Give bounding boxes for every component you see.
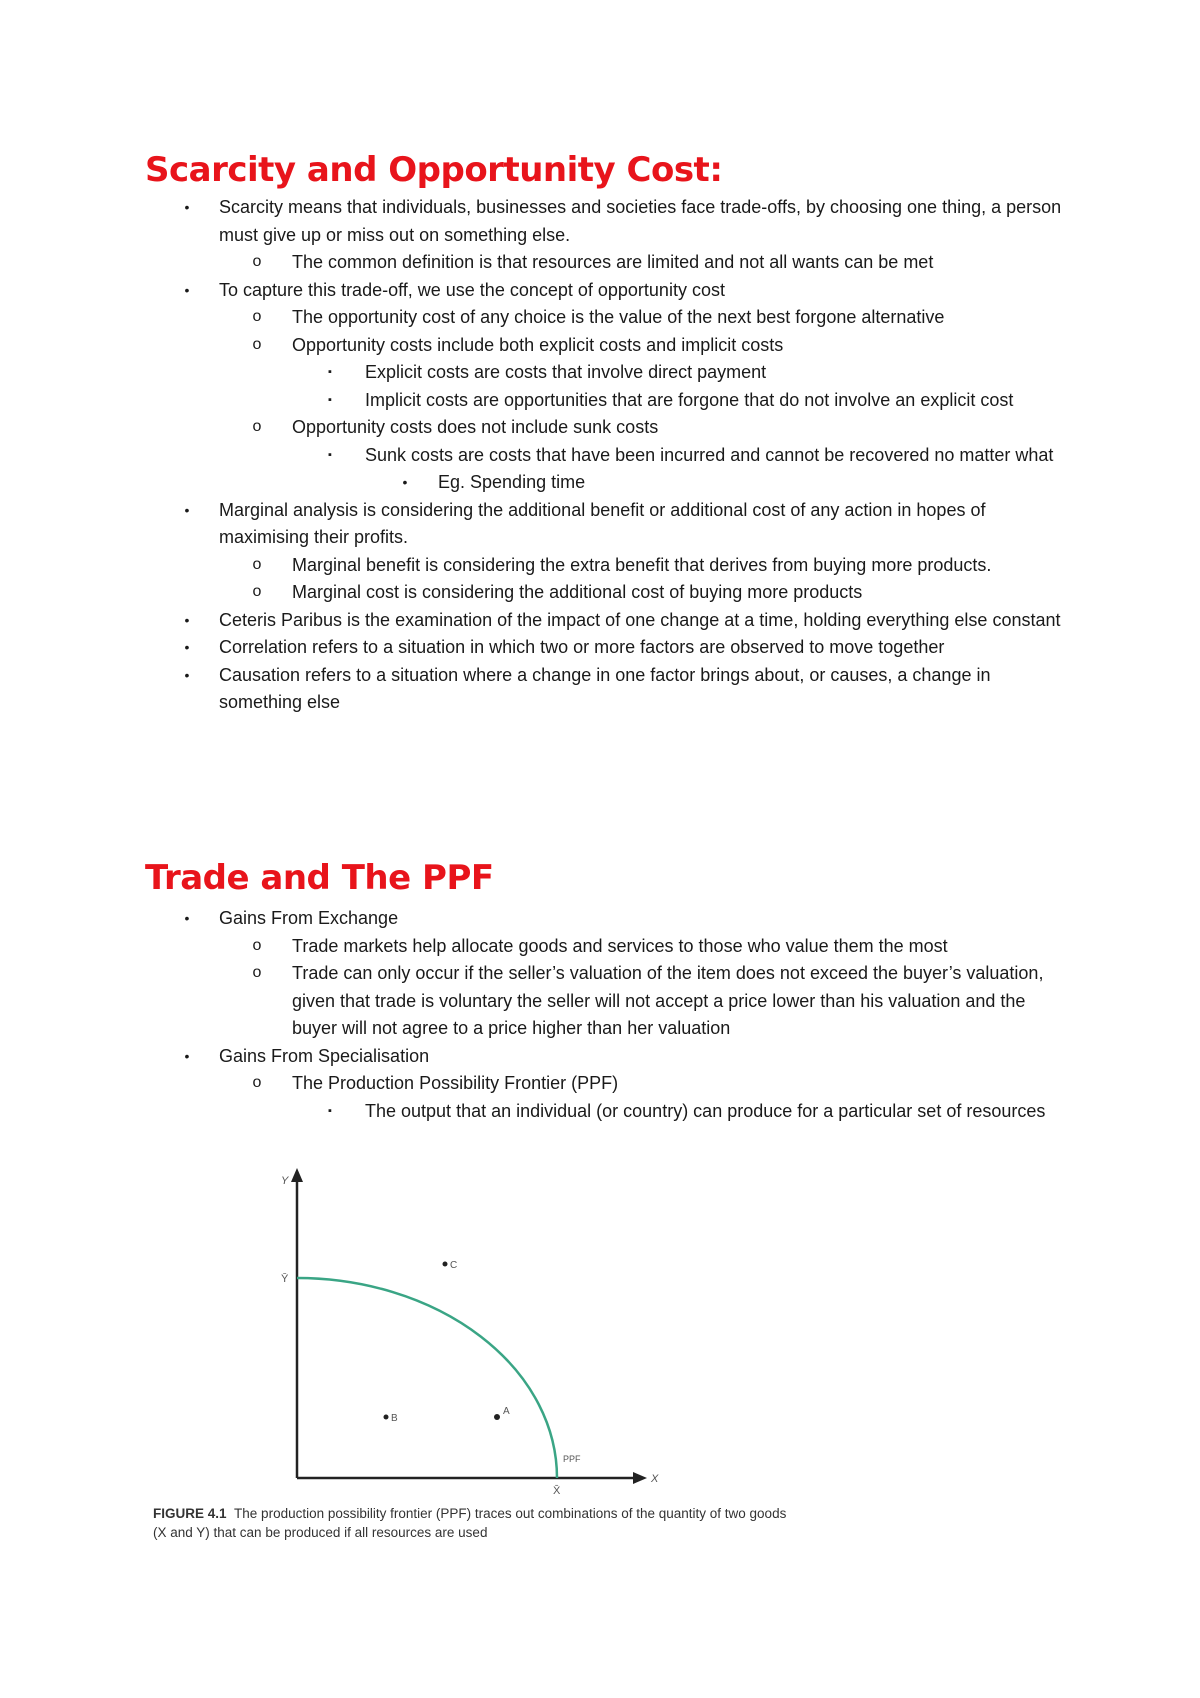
list-item <box>0 1098 1065 1126</box>
bullet-marker: o <box>252 1074 262 1091</box>
list-item <box>0 277 1064 305</box>
list-item <box>0 304 1064 332</box>
list-item-text: Eg. Spending time <box>438 472 586 492</box>
point-a-marker <box>494 1414 500 1420</box>
figure-caption-text-2: (X and Y) that can be produced if all resources are used <box>153 1525 488 1540</box>
list-item-text: Marginal benefit is considering the extra benefit that derives from buying more products. <box>292 554 992 575</box>
bullet-marker: o <box>252 418 262 435</box>
bullet-marker: • <box>184 501 190 518</box>
figure-caption-number: FIGURE 4.1 <box>153 1506 227 1521</box>
bullet-marker: • <box>184 281 190 298</box>
list-item-text: Scarcity means that individuals, businesses and societies face trade-offs, by choosing one thing, a person must give up or miss out on something else. <box>219 197 1062 245</box>
list-item <box>0 1043 1064 1071</box>
list-item-text: Marginal cost is considering the additional cost of buying more products <box>292 582 863 602</box>
bullet-marker: ▪ <box>328 366 332 378</box>
list-item <box>0 933 1064 961</box>
list-item <box>0 387 1065 415</box>
list-item <box>0 414 1064 442</box>
bullet-marker: o <box>252 308 262 325</box>
bullet-marker: • <box>402 474 408 490</box>
list-item <box>0 960 1064 1043</box>
bullet-marker: o <box>252 335 262 353</box>
section-heading-trade-ppf: Trade and The PPF <box>145 858 494 898</box>
ppf-label: PPF <box>563 1454 581 1464</box>
list-item <box>0 607 1064 635</box>
bullet-marker: ▪ <box>328 1104 332 1117</box>
list-item <box>0 469 1068 497</box>
point-c-label: C <box>450 1260 458 1271</box>
list-item-text: Marginal analysis is considering the additional benefit or additional cost of any action in hopes of maximising their profits. <box>219 499 986 547</box>
list-item <box>0 905 1064 933</box>
list-item-text: Explicit costs are costs that involve direct payment <box>365 362 767 382</box>
bullet-list-scarcity <box>0 194 1200 717</box>
list-item-text: The Production Possibility Frontier (PPF) <box>292 1073 619 1093</box>
list-item <box>0 332 1064 360</box>
point-b-label: B <box>391 1413 398 1424</box>
list-item <box>0 194 1064 249</box>
bullet-marker: ▪ <box>328 393 332 406</box>
list-item-text: The output that an individual (or country) can produce for a particular set of resources <box>365 1100 1046 1121</box>
bullet-marker: o <box>252 964 262 981</box>
y-axis-arrow <box>291 1168 303 1182</box>
list-item-text: Implicit costs are opportunities that are forgone that do not involve an explicit cost <box>365 389 1014 410</box>
ppf-figure <box>145 1160 795 1560</box>
bullet-marker: o <box>252 555 262 573</box>
list-item-text: Opportunity costs does not include sunk costs <box>292 417 659 437</box>
list-item <box>0 662 1064 717</box>
y-intercept-label: Ȳ <box>281 1273 289 1285</box>
list-item-text: Gains From Specialisation <box>219 1045 430 1066</box>
list-item <box>0 1070 1064 1098</box>
bullet-marker: • <box>184 1047 190 1064</box>
ppf-curve <box>297 1278 557 1478</box>
list-item <box>0 249 1064 277</box>
list-item <box>0 442 1065 470</box>
list-item <box>0 634 1064 662</box>
x-axis-label: X <box>651 1473 659 1485</box>
point-a-label: A <box>503 1406 510 1417</box>
bullet-list-trade <box>0 905 1200 1125</box>
list-item-text: Opportunity costs include both explicit costs and implicit costs <box>292 334 784 355</box>
list-item-text: The common definition is that resources are limited and not all wants can be met <box>292 252 934 272</box>
list-item-text: Trade can only occur if the seller’s valuation of the item does not exceed the buyer’s valuation, given that trade is voluntary the seller will not accept a price lower than his valuation and the buyer will not agree to a price higher than her valuation <box>292 963 1044 1038</box>
list-item-text: Correlation refers to a situation in which two or more factors are observed to move together <box>219 637 945 657</box>
list-item <box>0 579 1064 607</box>
x-axis-arrow <box>633 1472 647 1484</box>
bullet-marker: o <box>252 936 262 954</box>
point-c-marker <box>443 1262 448 1267</box>
list-item-text: Trade markets help allocate goods and services to those who value them the most <box>292 935 948 956</box>
bullet-marker: o <box>252 253 262 270</box>
point-b-marker <box>384 1415 389 1420</box>
bullet-marker: • <box>184 611 190 628</box>
list-item-text: To capture this trade-off, we use the concept of opportunity cost <box>219 279 725 300</box>
bullet-marker: • <box>184 639 190 655</box>
list-item <box>0 552 1064 580</box>
bullet-marker: • <box>184 199 190 215</box>
ppf-diagram <box>145 1160 795 1560</box>
list-item-text: The opportunity cost of any choice is the value of the next best forgone alternative <box>292 307 945 327</box>
list-item <box>0 497 1064 552</box>
section-heading-scarcity: Scarcity and Opportunity Cost: <box>145 150 723 190</box>
bullet-marker: o <box>252 583 262 600</box>
bullet-marker: • <box>184 666 190 683</box>
list-item <box>0 359 1065 387</box>
figure-caption-text-1: The production possibility frontier (PPF) traces out combinations of the quantity of two goods <box>234 1506 787 1521</box>
bullet-marker: • <box>184 910 190 926</box>
figure-caption-line-2 <box>153 1525 487 1540</box>
y-axis-label: Y <box>281 1175 289 1187</box>
x-intercept-label: X̄ <box>553 1485 561 1497</box>
list-item-text: Causation refers to a situation where a change in one factor brings about, or causes, a change in something else <box>219 664 991 712</box>
figure-caption-line-1 <box>153 1506 786 1521</box>
list-item-text: Sunk costs are costs that have been incurred and cannot be recovered no matter what <box>365 444 1054 465</box>
list-item-text: Gains From Exchange <box>219 908 399 928</box>
bullet-marker: ▪ <box>328 448 332 461</box>
list-item-text: Ceteris Paribus is the examination of the impact of one change at a time, holding everything else constant <box>219 609 1061 630</box>
